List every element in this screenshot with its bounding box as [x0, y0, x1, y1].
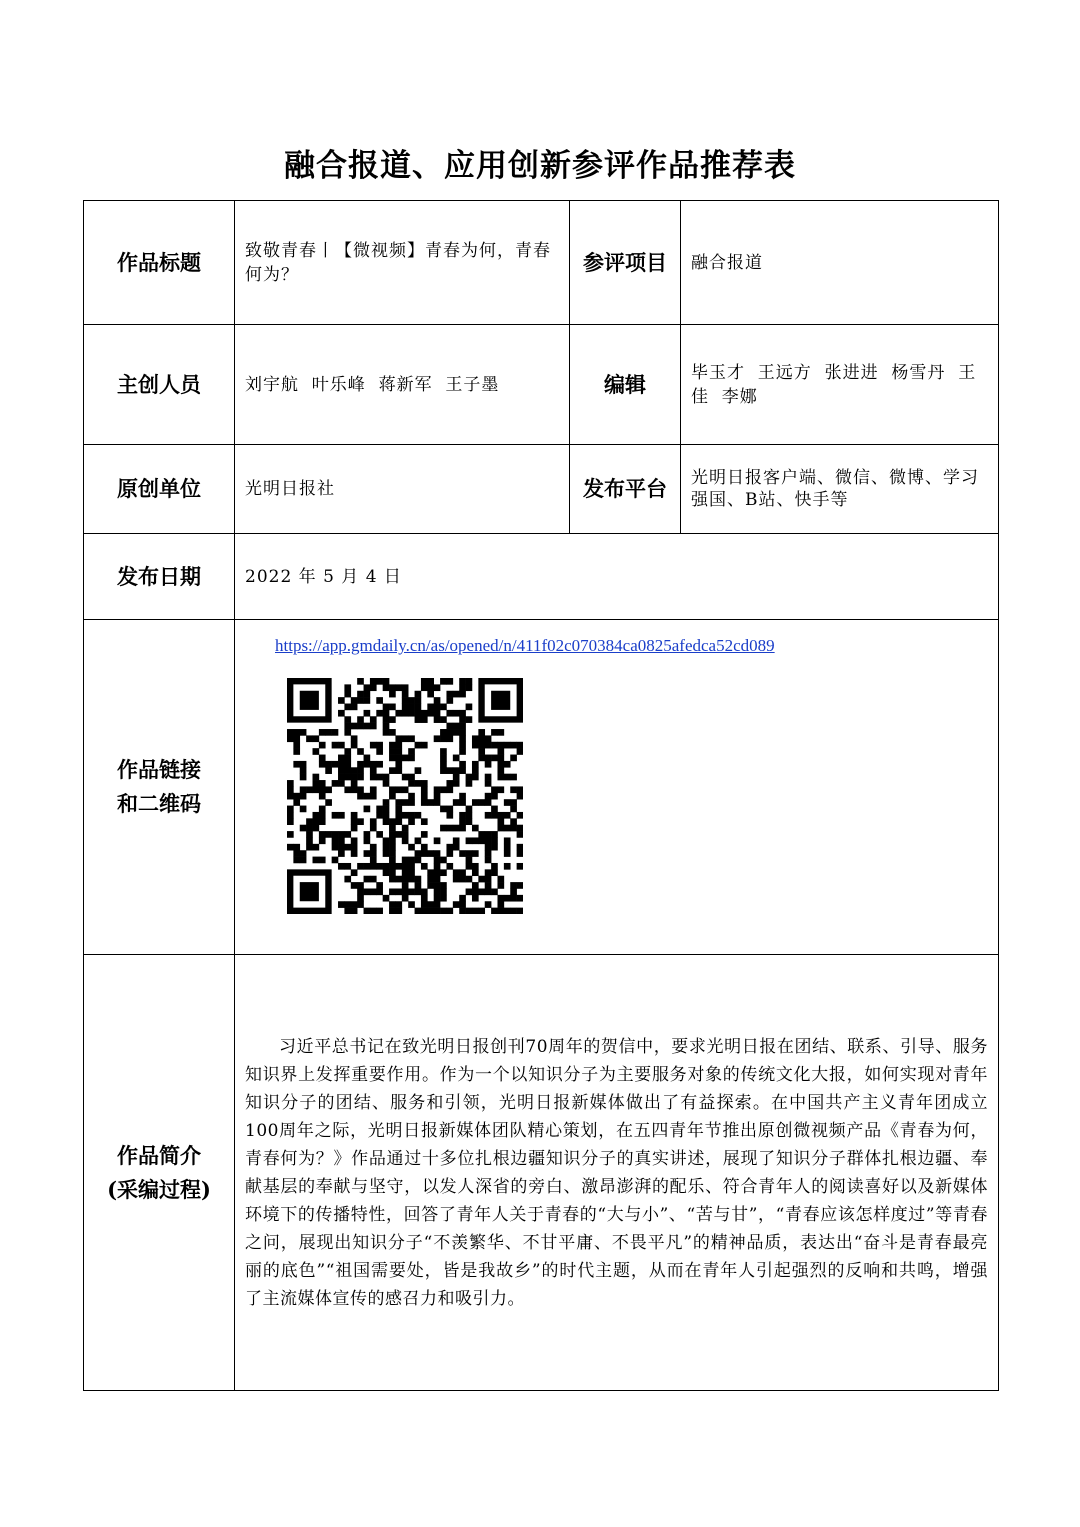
recommendation-form	[83, 200, 999, 1391]
qr-code-icon	[287, 678, 523, 914]
row-link	[84, 620, 999, 955]
intro-label-line2: (采编过程)	[107, 1176, 211, 1202]
category-value: 融合报道	[681, 201, 999, 325]
platform-label: 发布平台	[570, 445, 681, 534]
row-creators	[84, 325, 999, 445]
intro-label-line1: 作品简介	[117, 1142, 201, 1168]
link-label-line1: 作品链接	[117, 757, 201, 782]
unit-value: 光明日报社	[235, 445, 570, 534]
creators-label: 主创人员	[84, 325, 235, 445]
intro-text: 习近平总书记在致光明日报创刊70周年的贺信中，要求光明日报在团结、联系、引导、服务知识界上发挥重要作用。作为一个以知识分子为主要服务对象的传统文化大报，如何实现对青年知识分子的团结、服务和引领，光明日报新媒体做出了有益探索。在中国共产主义青年团成立100周年之际，光明日报新媒体团队精心策划，在五四青年节推出原创微视频产品《青春为何，青春何为？》作品通过十多位扎根边疆知识分子的真实讲述，展现了知识分子群体扎根边疆、奉献基层的奉献与坚守，以发人深省的旁白、激昂澎湃的配乐、符合青年人的阅读喜好以及新媒体环境下的传播特性，回答了青年人关于青春的“大与小”、“苦与甘”，“青春应该怎样度过”等青春之问，展现出知识分子“不羡繁华、不甘平庸、不畏平凡”的精神品质，表达出“奋斗是青春最亮丽的底色”“祖国需要处，皆是我故乡”的时代主题，从而在青年人引起强烈的反响和共鸣，增强了主流媒体宣传的感召力和吸引力。	[245, 1036, 988, 1309]
intro-cell	[235, 955, 999, 1391]
page-title: 融合报道、应用创新参评作品推荐表	[284, 148, 796, 184]
work-title-label: 作品标题	[84, 201, 235, 325]
editors-label: 编辑	[570, 325, 681, 445]
row-work-title	[84, 201, 999, 325]
platform-value: 光明日报客户端、微信、微博、学习强国、B站、快手等	[681, 445, 999, 534]
row-date	[84, 534, 999, 620]
row-intro	[84, 955, 999, 1391]
editors-value: 毕玉才 王远方 张进进 杨雪丹 王佳 李娜	[681, 325, 999, 445]
link-label-line2: 和二维码	[117, 791, 201, 816]
row-unit	[84, 445, 999, 534]
work-url-link[interactable]: https://app.gmdaily.cn/as/opened/n/411f02c070384ca0825afedca52cd089	[275, 636, 775, 655]
link-label	[84, 620, 235, 955]
category-label: 参评项目	[570, 201, 681, 325]
unit-label: 原创单位	[84, 445, 235, 534]
work-title-value: 致敬青春丨【微视频】青春为何，青春何为？	[235, 201, 570, 325]
link-cell	[235, 620, 999, 955]
date-value: 2022 年 5 月 4 日	[235, 534, 999, 620]
date-label: 发布日期	[84, 534, 235, 620]
intro-label	[84, 955, 235, 1391]
creators-value: 刘宇航 叶乐峰 蒋新军 王子墨	[235, 325, 570, 445]
